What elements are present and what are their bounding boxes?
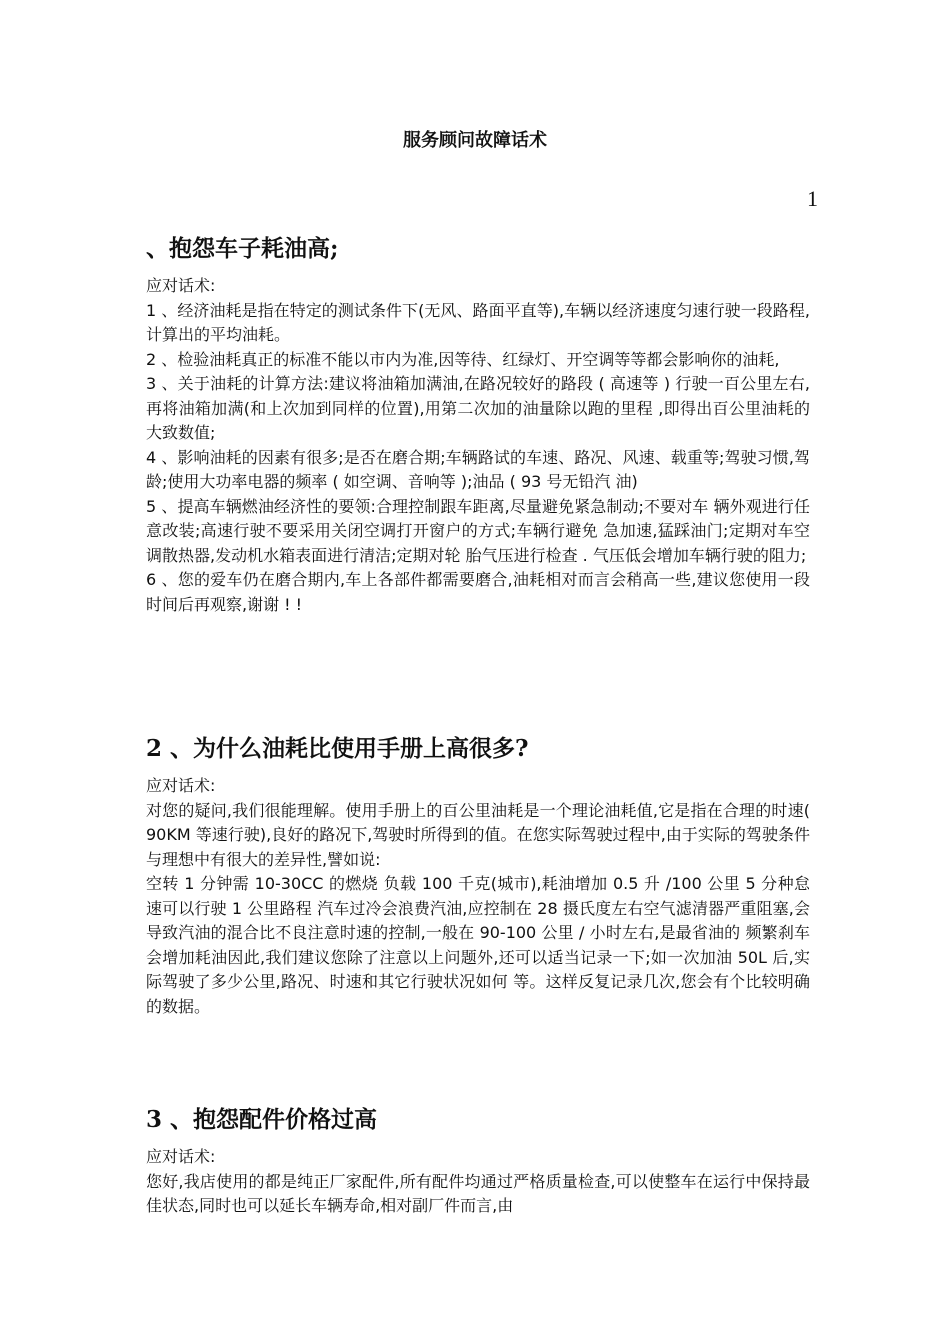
paragraph: 1 、经济油耗是指在特定的测试条件下(无风、路面平直等),车辆以经济速度匀速行驶一段路程,计算出的平均油耗。 xyxy=(146,300,810,344)
paragraph: 4 、影响油耗的因素有很多;是否在磨合期;车辆路试的车速、路况、风速、载重等;驾驶习惯,驾龄;使用大功率电器的频率 ( 如空调、音响等 );油品 ( 93 号无铅汽 油) xyxy=(146,447,810,491)
paragraph: 您好,我店使用的都是纯正厂家配件,所有配件均通过严格质量检查,可以使整车在运行中保持最佳状态,同时也可以延长车辆寿命,相对副厂件而言,由 xyxy=(146,1171,810,1215)
paragraph: 5 、提高车辆燃油经济性的要领:合理控制跟车距离,尽量避免紧急制动;不要对车 辆外观进行任意改装;高速行驶不要采用关闭空调打开窗户的方式;车辆行避免 急加速,猛踩油门;定期对车空调散热器,发动机水箱表面进行清洁;定期对轮 胎气压进行检查 . 气压低会增加车辆行驶的阻力; xyxy=(146,496,810,565)
section-heading: 、抱怨车子耗油高; xyxy=(146,235,339,262)
response-label: 应对话术: xyxy=(146,276,216,295)
response-label: 应对话术: xyxy=(146,1147,216,1166)
paragraph: 空转 1 分钟需 10-30CC 的燃烧 负载 100 千克(城市),耗油增加 0.5 升 /100 公里 5 分种怠速可以行驶 1 公里路程 汽车过冷会浪费汽油,应控制在 28 摄氏度左右空气滤清器严重阻塞,会导致汽油的混合比不良注意时速的控制,一般在 90-100 公里 / 小时左右,是最省油的 频繁刹车会增加耗油因此,我们建议您除了注意以上问题外,还可以适当记录一下;如一次加油 50L 后,实际驾驶了多少公里,路况、时速和其它行驶状况如何 等。这样反复记录几次,您会有个比较明确的数据。 xyxy=(146,874,810,1016)
response-label: 应对话术: xyxy=(146,776,216,795)
paragraph: 6 、您的爱车仍在磨合期内,车上各部件都需要磨合,油耗相对而言会稍高一些,建议您使用一段时间后再观察,谢谢 ! ! xyxy=(146,570,810,614)
paragraph: 3 、关于油耗的计算方法:建议将油箱加满油,在路况较好的路段 ( 高速等 ) 行驶一百公里左右,再将油箱加满(和上次加到同样的位置),用第二次加的油量除以跑的里程 ,即得出百公里油耗的大致数值; xyxy=(146,374,810,442)
section-manual-fuel-consumption xyxy=(146,732,810,1019)
paragraph: 对您的疑问,我们很能理解。使用手册上的百公里油耗是一个理论油耗值,它是指在合理的时速( 90KM 等速行驶),良好的路况下,驾驶时所得到的值。在您实际驾驶过程中,由于实际的驾驶条件与理想中有很大的差异性,譬如说: xyxy=(146,800,810,869)
section-complaint-fuel-consumption xyxy=(146,232,810,617)
section-parts-price xyxy=(146,1103,810,1219)
paragraph: 2 、检验油耗真正的标准不能以市内为准,因等待、红绿灯、开空调等等都会影响你的油耗, xyxy=(146,349,780,369)
page-number: 1 xyxy=(807,186,818,211)
document-title: 服务顾问故障话术 xyxy=(403,130,547,151)
section-heading: 3 、抱怨配件价格过高 xyxy=(146,1106,378,1133)
section-heading: 2 、为什么油耗比使用手册上高很多? xyxy=(146,735,529,762)
